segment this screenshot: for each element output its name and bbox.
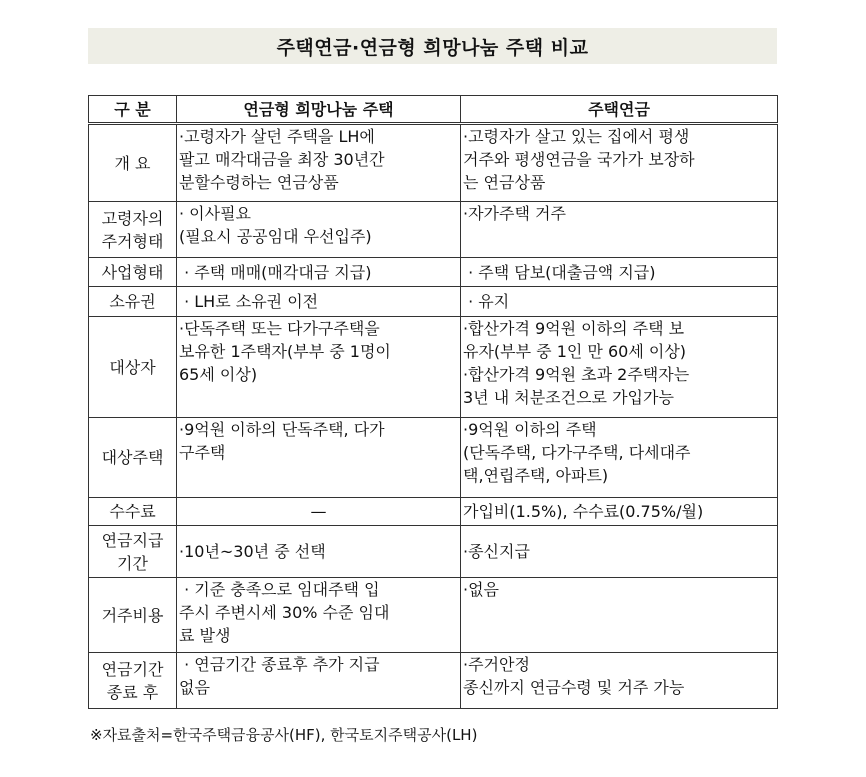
row-label: 연금기간 종료 후 [89,653,177,709]
cell-lh: · LH로 소유권 이전 [177,287,461,317]
header-category: 구 분 [89,96,177,124]
cell-hf: ·종신지급 [461,526,778,578]
table-row [89,258,778,287]
table-row [89,202,778,258]
cell-lh: ·고령자가 살던 주택을 LH에 팔고 매각대금을 최장 30년간 분할수령하는 연금상품 [177,124,461,202]
header-lh-pension-housing: 연금형 희망나눔 주택 [177,96,461,124]
table-row [89,418,778,498]
table-row [89,653,778,709]
row-label: 대상주택 [89,418,177,498]
comparison-table [88,95,778,709]
cell-hf: ·없음 [461,578,778,653]
cell-lh: ·단독주택 또는 다가구주택을 보유한 1주택자(부부 중 1명이 65세 이상) [177,317,461,418]
table-row [89,124,778,202]
source-note: ※자료출처=한국주택금융공사(HF), 한국토지주택공사(LH) [90,726,478,744]
cell-hf: ·9억원 이하의 주택 (단독주택, 다가구주택, 다세대주 택,연립주택, 아파트) [461,418,778,498]
table-row [89,578,778,653]
cell-hf: · 주택 담보(대출금액 지급) [461,258,778,287]
cell-lh: · 주택 매매(매각대금 지급) [177,258,461,287]
row-label: 고령자의 주거형태 [89,202,177,258]
page-title: 주택연금·연금형 희망나눔 주택 비교 [276,36,589,59]
cell-lh: ·10년~30년 중 선택 [177,526,461,578]
cell-hf: ·고령자가 살고 있는 집에서 평생 거주와 평생연금을 국가가 보장하 는 연금상품 [461,124,778,202]
table-row [89,317,778,418]
cell-lh: — [177,498,461,526]
row-label: 대상자 [89,317,177,418]
row-label: 거주비용 [89,578,177,653]
row-label: 연금지급 기간 [89,526,177,578]
cell-hf: ·합산가격 9억원 이하의 주택 보 유자(부부 중 1인 만 60세 이상) ·합산가격 9억원 초과 2주택자는 3년 내 처분조건으로 가입가능 [461,317,778,418]
cell-lh: · 연금기간 종료후 추가 지급 없음 [177,653,461,709]
cell-hf: ·자가주택 거주 [461,202,778,258]
row-label: 수수료 [89,498,177,526]
cell-hf: 가입비(1.5%), 수수료(0.75%/월) [461,498,778,526]
header-housing-pension: 주택연금 [461,96,778,124]
cell-hf: · 유지 [461,287,778,317]
table-row [89,498,778,526]
header-row [89,96,778,124]
cell-hf: ·주거안정 종신까지 연금수령 및 거주 가능 [461,653,778,709]
row-label: 소유권 [89,287,177,317]
cell-lh: ·9억원 이하의 단독주택, 다가 구주택 [177,418,461,498]
table-row [89,287,778,317]
row-label: 개 요 [89,124,177,202]
cell-lh: · 기준 충족으로 임대주택 입 주시 주변시세 30% 수준 임대 료 발생 [177,578,461,653]
table-row [89,526,778,578]
title-bar [88,28,777,64]
row-label: 사업형태 [89,258,177,287]
cell-lh: · 이사필요 (필요시 공공임대 우선입주) [177,202,461,258]
